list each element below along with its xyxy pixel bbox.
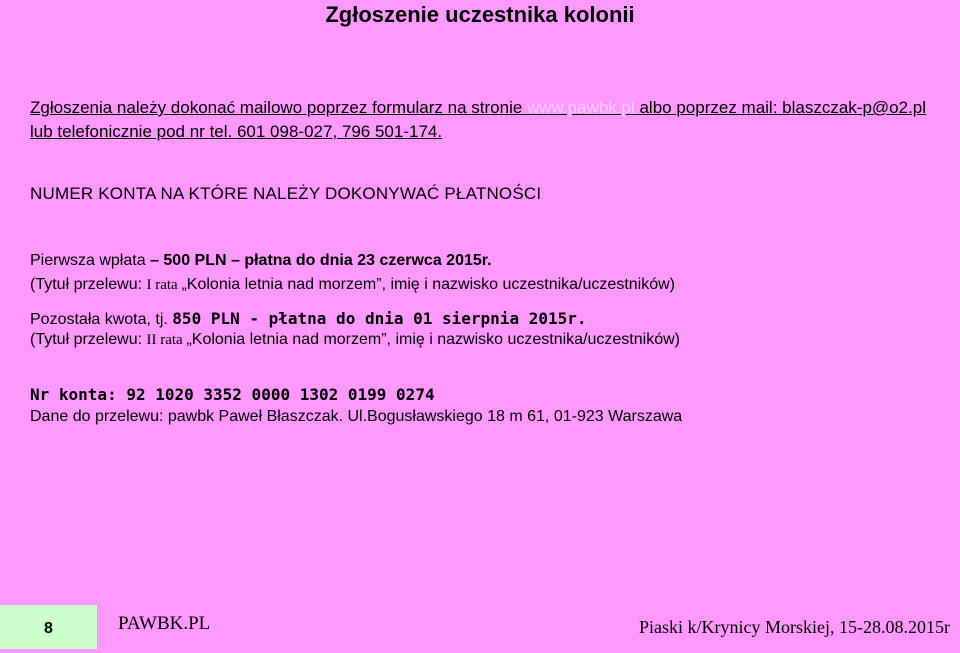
payment1-prefix: Pierwsza wpłata <box>30 252 151 269</box>
account-header: NUMER KONTA NA KTÓRE NALEŻY DOKONYWAĆ PŁATNOŚCI <box>30 184 542 203</box>
intro-text-2: albo poprzez mail: blaszczak-p@o2.pl lub telefonicznie pod nr tel. 601 098-027, 796 501-174. <box>30 98 927 141</box>
footer-brand: PAWBK.PL <box>118 613 211 634</box>
payment1-title-prefix: (Tytuł przelewu: <box>30 276 147 293</box>
transfer-details: Dane do przelewu: pawbk Paweł Błaszczak. Ul.Bogusławskiego 18 m 61, 01-923 Warszawa <box>30 408 683 425</box>
payment2-title-line <box>30 331 680 349</box>
payment2-title-rest: „Kolonia letnia nad morzem”, imię i nazwisko uczestnika/uczestników) <box>186 331 680 348</box>
payment2-line <box>30 309 587 329</box>
page-number: 8 <box>0 605 97 649</box>
footer <box>0 605 960 649</box>
payment1-rata: I rata <box>146 277 182 293</box>
website-link[interactable]: www.pawbk.pl <box>527 98 635 117</box>
intro-text-1: Zgłoszenia należy dokonać mailowo poprzez formularz na stronie <box>30 98 528 117</box>
account-number: Nr konta: 92 1020 3352 0000 1302 0199 0274 <box>30 385 435 404</box>
payment2-prefix: Pozostała kwota, tj. <box>30 311 173 328</box>
page-title: Zgłoszenie uczestnika kolonii <box>325 2 635 27</box>
payment1-title-rest: „Kolonia letnia nad morzem”, imię i nazwisko uczestnika/uczestników) <box>181 276 675 293</box>
payment1-amount: – 500 PLN – płatna do dnia 23 czerwca 2015r. <box>150 252 492 269</box>
intro-paragraph <box>30 96 930 144</box>
payment2-rata: II rata <box>146 332 187 348</box>
payment1-title-line <box>30 276 675 294</box>
payment2-title-prefix: (Tytuł przelewu: <box>30 331 147 348</box>
payment1-line <box>30 252 492 270</box>
payment2-amount: 850 PLN - płatna do dnia 01 sierpnia 2015r. <box>172 309 587 328</box>
footer-place-date: Piaski k/Krynicy Morskiej, 15-28.08.2015r <box>639 617 950 637</box>
